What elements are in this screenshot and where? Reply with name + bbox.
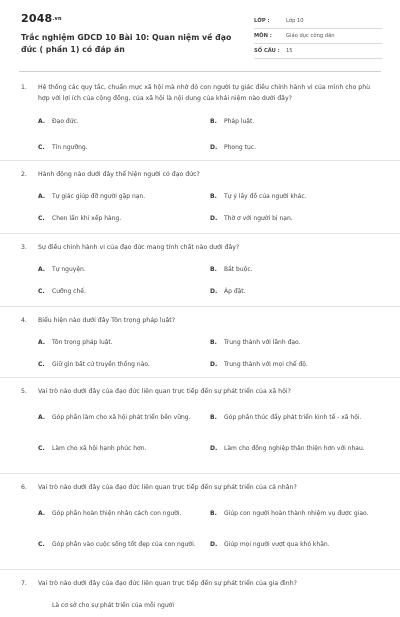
- option-letter: A.: [38, 338, 46, 346]
- option-text: Giúp mọi người vượt qua khó khăn.: [224, 541, 330, 549]
- option-letter: C.: [38, 144, 45, 152]
- question-text: Vai trò nào dưới đây của đạo đức liên quan trực tiếp đến sự phát triển của cá nhân?: [38, 484, 297, 491]
- question-3: [0, 234, 400, 307]
- option-b[interactable]: [210, 109, 382, 135]
- option-c[interactable]: [38, 135, 210, 161]
- option-text: Cưỡng chế.: [52, 287, 86, 295]
- question-7: [0, 570, 400, 610]
- meta-value: 15: [286, 48, 293, 54]
- meta-label: MÔN :: [254, 33, 272, 39]
- option-grid: [21, 590, 380, 617]
- option-text: Tôn trọng pháp luật.: [52, 338, 113, 346]
- option-a[interactable]: [38, 499, 210, 530]
- option-b[interactable]: [210, 186, 382, 208]
- option-letter: D.: [210, 541, 218, 549]
- option-b[interactable]: [210, 259, 382, 281]
- option-c[interactable]: [38, 208, 210, 230]
- option-text: Góp phần hoàn thiện nhân cách con người.: [52, 510, 182, 518]
- option-letter: D.: [210, 214, 218, 222]
- option-text: Là cơ sở cho sự phát triển của mỗi người: [52, 601, 174, 609]
- option-letter: C.: [38, 287, 45, 295]
- option-letter: B.: [210, 118, 217, 126]
- question-stem: [21, 240, 380, 254]
- option-grid: [21, 104, 380, 161]
- option-text: Tự ý lấy đồ của người khác.: [224, 192, 307, 200]
- option-text: Góp phần thúc đẩy phát triển kinh tế - xã hội.: [224, 414, 362, 422]
- option-text: Làm cho xã hội hạnh phúc hơn.: [52, 445, 147, 453]
- option-text: Pháp luật.: [224, 118, 255, 126]
- option-letter: B.: [210, 192, 217, 200]
- logo-main: 2048: [21, 12, 53, 25]
- option-text: Tự nguyện.: [52, 265, 86, 273]
- option-d[interactable]: [210, 135, 382, 161]
- question-number: 4.: [21, 317, 27, 324]
- option-grid: [21, 398, 380, 465]
- option-grid: [21, 181, 380, 230]
- option-c[interactable]: [38, 434, 210, 465]
- option-letter: B.: [210, 414, 217, 422]
- question-number: 2.: [21, 171, 27, 178]
- option-b[interactable]: [210, 403, 382, 434]
- question-stem: [21, 167, 380, 181]
- option-text: Trung thành với mọi chế độ.: [224, 360, 308, 368]
- meta-row-subject: [254, 29, 382, 44]
- option-d[interactable]: [210, 281, 382, 303]
- option-d[interactable]: [210, 354, 382, 376]
- option-letter: A.: [38, 414, 46, 422]
- option-letter: C.: [38, 214, 45, 222]
- option-letter: A.: [38, 192, 46, 200]
- question-number: 5.: [21, 388, 27, 395]
- option-text: Góp phần vào cuộc sống tốt đẹp của con người.: [52, 541, 196, 549]
- option-text: Giữ gìn bất cứ truyền thống nào.: [52, 360, 150, 368]
- option-letter: B.: [210, 265, 217, 273]
- meta-label: SỐ CÂU :: [254, 48, 280, 54]
- option-a[interactable]: [38, 109, 210, 135]
- question-text: Vai trò nào dưới đây của đạo đức liên quan trực tiếp đến sự phát triển của xã hội?: [38, 388, 291, 395]
- question-text: Vai trò nào dưới đây của đạo đức liên quan trực tiếp đến sự phát triển của gia đình?: [38, 580, 297, 587]
- option-letter: D.: [210, 287, 218, 295]
- question-number: 1.: [21, 84, 27, 91]
- option-a[interactable]: [38, 403, 210, 434]
- option-letter: D.: [210, 144, 218, 152]
- question-stem: [21, 80, 380, 104]
- question-5: [0, 378, 400, 474]
- option-letter: B.: [210, 510, 217, 518]
- meta-table: [254, 14, 382, 59]
- question-text: Sự điều chỉnh hành vi của đạo đức mang tính chất nào dưới đây?: [38, 244, 240, 251]
- option-letter: D.: [210, 360, 218, 368]
- question-stem: [21, 480, 380, 494]
- question-number: 7.: [21, 580, 27, 587]
- header-divider: [19, 71, 381, 72]
- site-logo[interactable]: [21, 12, 62, 25]
- option-letter: C.: [38, 541, 45, 549]
- option-text: Chen lấn khi xếp hàng.: [52, 214, 122, 222]
- option-b[interactable]: [210, 499, 382, 530]
- option-letter: C.: [38, 360, 45, 368]
- question-2: [0, 161, 400, 234]
- question-stem: [21, 313, 380, 327]
- option-text: Đạo đức.: [52, 118, 79, 126]
- question-text: Hành động nào dưới đây thể hiện người có đạo đức?: [38, 171, 200, 178]
- question-1: [0, 80, 400, 161]
- meta-value: Giáo dục công dân: [286, 33, 335, 39]
- question-number: 6.: [21, 484, 27, 491]
- option-letter: A.: [38, 265, 46, 273]
- question-4: [0, 307, 400, 378]
- option-grid: [21, 494, 380, 561]
- question-stem: [21, 384, 380, 398]
- meta-row-class: [254, 14, 382, 29]
- meta-value: Lớp 10: [286, 18, 304, 24]
- option-text: Tín ngưỡng.: [52, 144, 88, 152]
- option-c[interactable]: [38, 354, 210, 376]
- option-a[interactable]: [38, 186, 210, 208]
- question-6: [0, 474, 400, 570]
- question-text: Biểu hiện nào dưới đây Tôn trọng pháp luật?: [38, 317, 176, 324]
- option-grid: [21, 327, 380, 376]
- option-text: Trung thành với lãnh đạo.: [224, 338, 301, 346]
- option-letter: B.: [210, 338, 217, 346]
- meta-label: LỚP :: [254, 18, 270, 24]
- option-text: Phong tục.: [224, 144, 256, 152]
- option-text: Áp đặt.: [224, 287, 246, 295]
- logo-suffix: .vn: [52, 16, 62, 22]
- question-list: [0, 80, 400, 610]
- option-letter: C.: [38, 445, 45, 453]
- option-text: Góp phần làm cho xã hội phát triển bền vững.: [52, 414, 191, 422]
- option-d[interactable]: [210, 208, 382, 230]
- option-a[interactable]: [38, 332, 210, 354]
- option-text: Thờ ơ với người bị nạn.: [224, 214, 293, 222]
- option-letter: A.: [38, 510, 46, 518]
- option-letter: D.: [210, 445, 218, 453]
- option-c[interactable]: [38, 281, 210, 303]
- option-b[interactable]: [210, 332, 382, 354]
- question-stem: [21, 576, 380, 590]
- option-a[interactable]: [38, 595, 210, 617]
- option-letter: A.: [38, 118, 46, 126]
- option-grid: [21, 254, 380, 303]
- option-c[interactable]: [38, 530, 210, 561]
- option-d[interactable]: [210, 530, 382, 561]
- question-number: 3.: [21, 244, 27, 251]
- option-a[interactable]: [38, 259, 210, 281]
- document-header: [0, 0, 400, 70]
- page-title: Trắc nghiệm GDCD 10 Bài 10: Quan niệm về đạo đức ( phần 1) có đáp án: [21, 33, 232, 54]
- question-text: Hệ thống các quy tắc, chuẩn mực xã hội mà nhờ đó con người tự giác điều chỉnh hành vi của mình cho phù hợp với lợi ích của cộng đồng, của xã hội là nội dung của khái niệm nào dưới đây?: [38, 84, 371, 102]
- meta-row-count: [254, 44, 382, 59]
- option-text: Tự giác giúp đỡ người gặp nạn.: [52, 192, 146, 200]
- option-text: Làm cho đồng nghiệp thân thiện hơn với nhau.: [224, 445, 365, 453]
- option-d[interactable]: [210, 434, 382, 465]
- option-text: Bắt buộc.: [224, 265, 253, 273]
- option-text: Giúp con người hoàn thành nhiệm vụ được giao.: [224, 510, 369, 518]
